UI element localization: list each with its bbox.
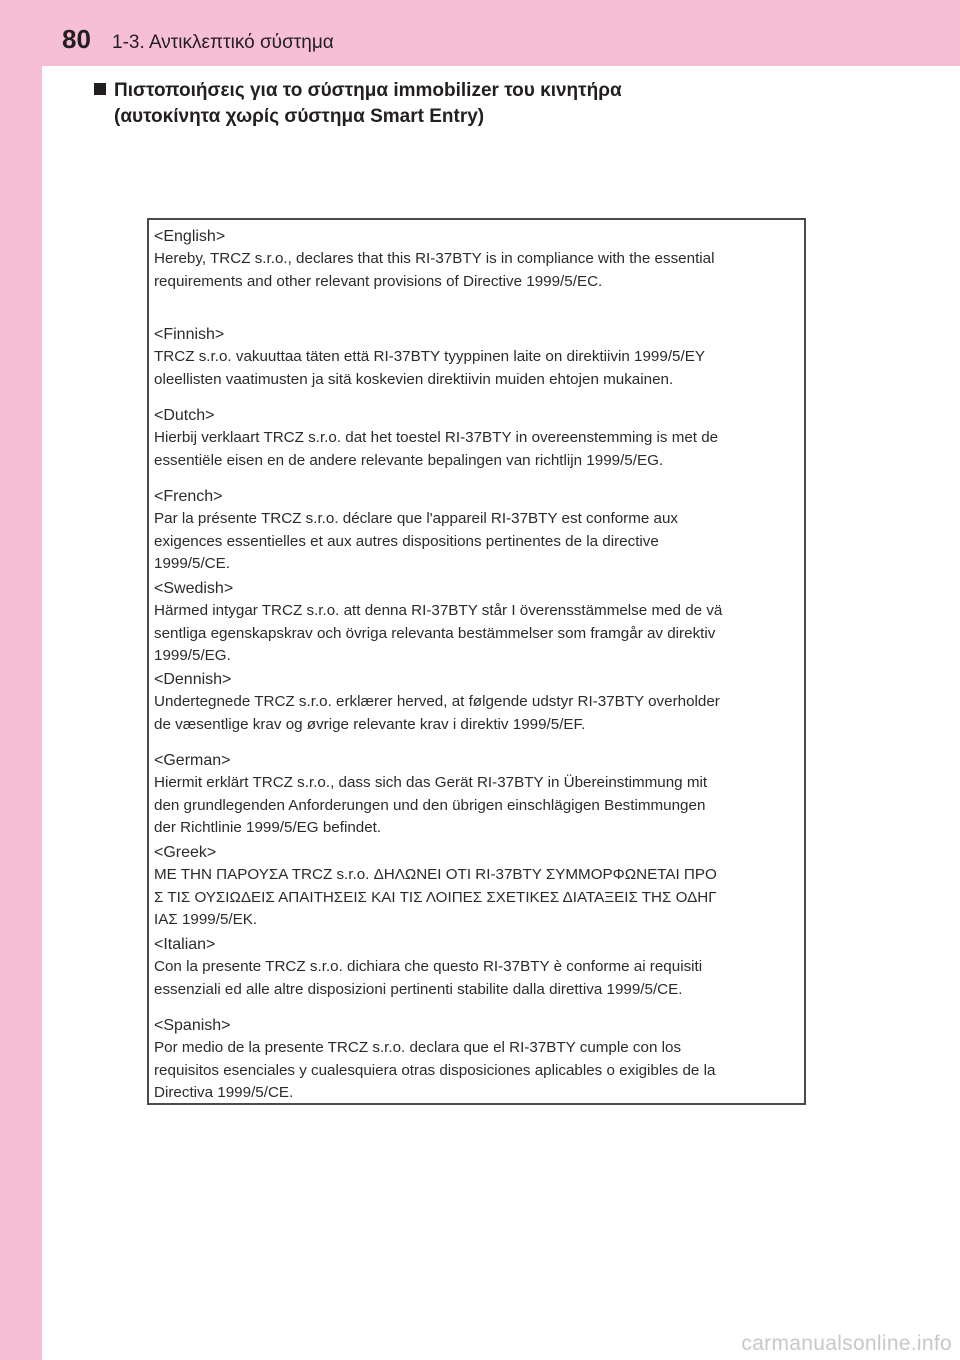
declaration-line: ΙΑΣ 1999/5/ΕΚ.	[154, 911, 258, 929]
declaration-line: 1999/5/EG.	[154, 647, 231, 665]
language-label: <German>	[154, 752, 231, 769]
section-heading	[94, 78, 914, 130]
square-bullet-icon	[94, 83, 106, 95]
declaration-line: Con la presente TRCZ s.r.o. dichiara che questo RI-37BTY è conforme ai requisiti	[154, 958, 703, 976]
language-label: <Italian>	[154, 936, 216, 953]
language-label: <Swedish>	[154, 580, 234, 597]
declaration-english	[154, 226, 804, 293]
language-label: <French>	[154, 488, 223, 505]
declaration-line: Hereby, TRCZ s.r.o., declares that this RI-37BTY is in compliance with the essential	[154, 250, 715, 268]
declaration-box	[147, 218, 806, 1105]
declaration-german	[154, 750, 804, 840]
declaration-finnish	[154, 324, 804, 391]
language-label: <Greek>	[154, 844, 217, 861]
language-label: <Spanish>	[154, 1017, 231, 1034]
language-label: <Dutch>	[154, 407, 215, 424]
side-color-band	[0, 0, 42, 1360]
declaration-line: Hierbij verklaart TRCZ s.r.o. dat het toestel RI-37BTY in overeenstemming is met de	[154, 429, 719, 447]
declaration-italian	[154, 934, 804, 1001]
heading-line-1: Πιστοποιήσεις για το σύστημα immobilizer του κινητήρα	[114, 80, 622, 101]
declaration-line: sentliga egenskapskrav och övriga relevanta bestämmelser som framgår av direktiv	[154, 624, 716, 642]
declaration-greek	[154, 842, 804, 932]
section-title: 1-3. Αντικλεπτικό σύστημα	[112, 32, 334, 53]
watermark: carmanualsonline.info	[741, 1332, 952, 1355]
declaration-dutch	[154, 405, 804, 472]
declaration-swedish	[154, 578, 804, 668]
declaration-line: Directiva 1999/5/CE.	[154, 1084, 294, 1102]
declaration-line: requirements and other relevant provisions of Directive 1999/5/EC.	[154, 272, 603, 290]
declaration-line: 1999/5/CE.	[154, 555, 230, 573]
declaration-line: requisitos esenciales y cualesquiera otras disposiciones aplicables o exigibles de la	[154, 1061, 716, 1079]
declaration-line: Undertegnede TRCZ s.r.o. erklærer herved, at følgende udstyr RI-37BTY overholder	[154, 693, 720, 711]
declaration-line: Por medio de la presente TRCZ s.r.o. declara que el RI-37BTY cumple con los	[154, 1039, 682, 1057]
declaration-line: Σ ΤΙΣ ΟΥΣΙΩΔΕΙΣ ΑΠΑΙΤΗΣΕΙΣ ΚΑΙ ΤΙΣ ΛΟΙΠΕΣ ΣΧΕΤΙΚΕΣ ΔΙΑΤΑΞΕΙΣ ΤΗΣ ΟΔΗΓ	[154, 888, 717, 906]
declaration-line: de væsentlige krav og øvrige relevante krav i direktiv 1999/5/EF.	[154, 715, 586, 733]
language-label: <Finnish>	[154, 326, 225, 343]
declaration-line: ΜΕ ΤΗΝ ΠΑΡΟΥΣΑ TRCZ s.r.o. ΔΗΛΩΝΕΙ ΟΤΙ RI-37BTY ΣΥΜΜΟΡΦΩΝΕΤΑΙ ΠΡΟ	[154, 866, 717, 884]
declaration-line: essentiële eisen en de andere relevante bepalingen van richtlijn 1999/5/EG.	[154, 451, 664, 469]
declaration-dennish	[154, 669, 804, 736]
language-label: <English>	[154, 228, 226, 245]
declaration-line: den grundlegenden Anforderungen und den übrigen einschlägigen Bestimmungen	[154, 796, 706, 814]
declaration-spanish	[154, 1015, 804, 1105]
declaration-line: Härmed intygar TRCZ s.r.o. att denna RI-37BTY står I överensstämmelse med de vä	[154, 602, 723, 620]
declaration-line: exigences essentielles et aux autres dispositions pertinentes de la directive	[154, 532, 659, 550]
declaration-line: TRCZ s.r.o. vakuuttaa täten että RI-37BTY tyyppinen laite on direktiivin 1999/5/EY	[154, 348, 705, 366]
page-number: 80	[62, 24, 91, 54]
declaration-line: der Richtlinie 1999/5/EG befindet.	[154, 819, 382, 837]
declaration-line: oleellisten vaatimusten ja sitä koskevien direktiivin muiden ehtojen mukainen.	[154, 370, 674, 388]
declaration-french	[154, 486, 804, 576]
declaration-line: Hiermit erklärt TRCZ s.r.o., dass sich das Gerät RI-37BTY in Übereinstimmung mit	[154, 774, 708, 792]
declaration-line: Par la présente TRCZ s.r.o. déclare que l'appareil RI-37BTY est conforme aux	[154, 510, 679, 528]
heading-line-2: (αυτοκίνητα χωρίς σύστημα Smart Entry)	[114, 106, 485, 127]
language-label: <Dennish>	[154, 671, 232, 688]
declaration-line: essenziali ed alle altre disposizioni pertinenti stabilite dalla direttiva 1999/5/CE.	[154, 980, 683, 998]
